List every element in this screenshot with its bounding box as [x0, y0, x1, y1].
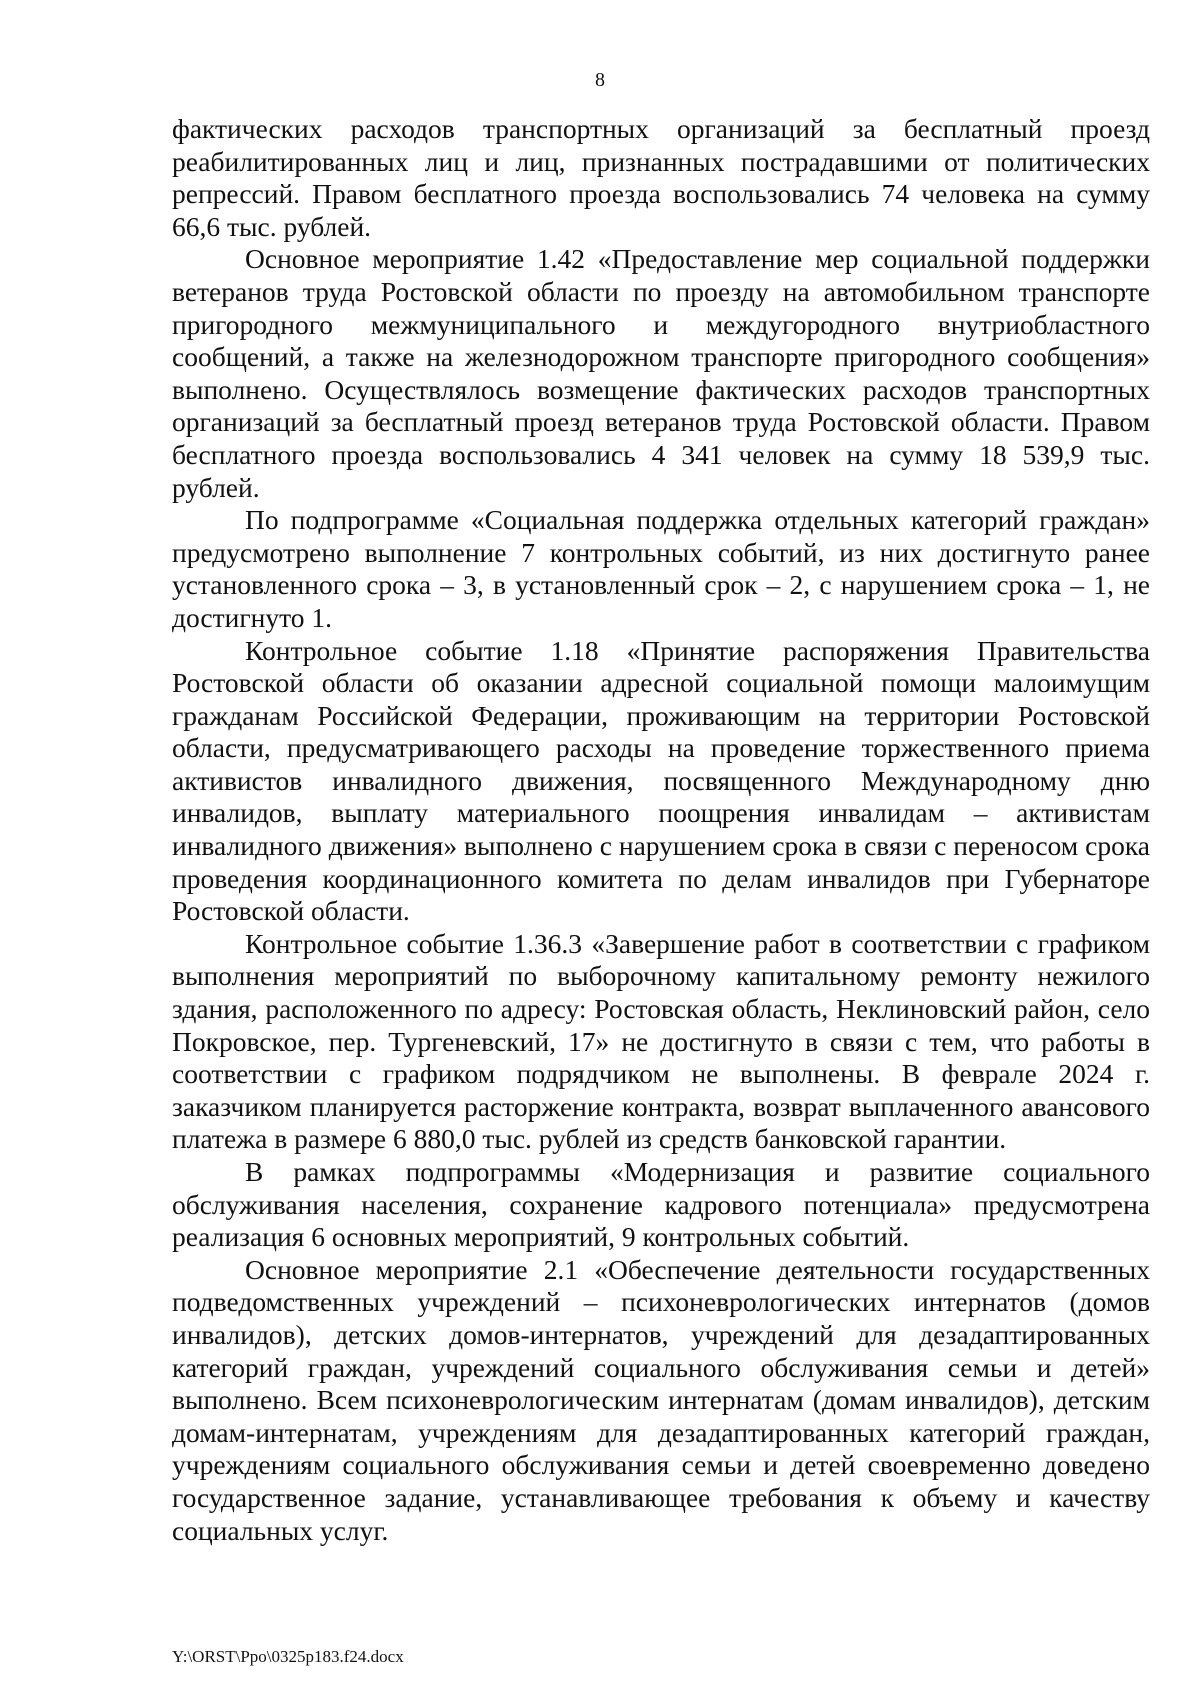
paragraph-main-event-1-42: Основное мероприятие 1.42 «Предоставление мер социальной поддержки ветеранов труда Ростовской области по проезду на автомобильном транспорте пригородного межмуниципального и междугородного внутриобластного сообщений, а также на железнодорожном транспорте пригородного сообщения» выполнено. Осуществлялось возмещение фактических расходов транспортных организаций за бесплатный проезд ветеранов труда Ростовской области. Правом бесплатного проезда воспользовались 4 341 человек на сумму 18 539,9 тыс. рублей.	[172, 243, 1150, 503]
paragraph-control-event-1-36-3: Контрольное событие 1.36.3 «Завершение работ в соответствии с графиком выполнения мероприятий по выборочному капитальному ремонту нежилого здания, расположенного по адресу: Ростовская область, Неклиновский район, село Покровское, пер. Тургеневский, 17» не достигнуто в связи с тем, что работы в соответствии с графиком подрядчиком не выполнены. В феврале 2024 г. заказчиком планируется расторжение контракта, возврат выплаченного авансового платежа в размере 6 880,0 тыс. рублей из средств банковской гарантии.	[172, 927, 1150, 1155]
paragraph-subprogram-social-support: По подпрограмме «Социальная поддержка отдельных категорий граждан» предусмотрено выполнение 7 контрольных событий, из них достигнуто ранее установленного срока – 3, в установленный срок – 2, с нарушением срока – 1, не достигнуто 1.	[172, 504, 1150, 633]
paragraph-main-event-2-1: Основное мероприятие 2.1 «Обеспечение деятельности государственных подведомственных учреждений – психоневрологических интернатов (домов инвалидов), детских домов-интернатов, учреждений для дезадаптированных категорий граждан, учреждений социального обслуживания семьи и детей» выполнено. Всем психоневрологическим интернатам (домам инвалидов), детским домам-интернатам, учреждениям для дезадаптированных категорий граждан, учреждениям социального обслуживания семьи и детей своевременно доведено государственное задание, устанавливающее требования к объему и качеству социальных услуг.	[172, 1253, 1150, 1546]
paragraph-subprogram-modernization: В рамках подпрограммы «Модернизация и развитие социального обслуживания населения, сохранение кадрового потенциала» предусмотрена реализация 6 основных мероприятий, 9 контрольных событий.	[172, 1156, 1150, 1253]
paragraph-continuation: фактических расходов транспортных организаций за бесплатный проезд реабилитированных лиц и лиц, признанных пострадавшими от политических репрессий. Правом бесплатного проезда воспользовались 74 человека на сумму 66,6 тыс. рублей.	[172, 113, 1150, 242]
document-body	[172, 113, 1150, 1547]
footer-file-path: Y:\ORST\Ppo\0325p183.f24.docx	[172, 1647, 404, 1666]
page-number: 8	[595, 69, 605, 91]
paragraph-control-event-1-18: Контрольное событие 1.18 «Принятие распоряжения Правительства Ростовской области об оказании адресной социальной помощи малоимущим гражданам Российской Федерации, проживающим на территории Ростовской области, предусматривающего расходы на проведение торжественного приема активистов инвалидного движения, посвященного Международному дню инвалидов, выплату материального поощрения инвалидам – активистам инвалидного движения» выполнено с нарушением срока в связи с переносом срока проведения координационного комитета по делам инвалидов при Губернаторе Ростовской области.	[172, 634, 1150, 927]
